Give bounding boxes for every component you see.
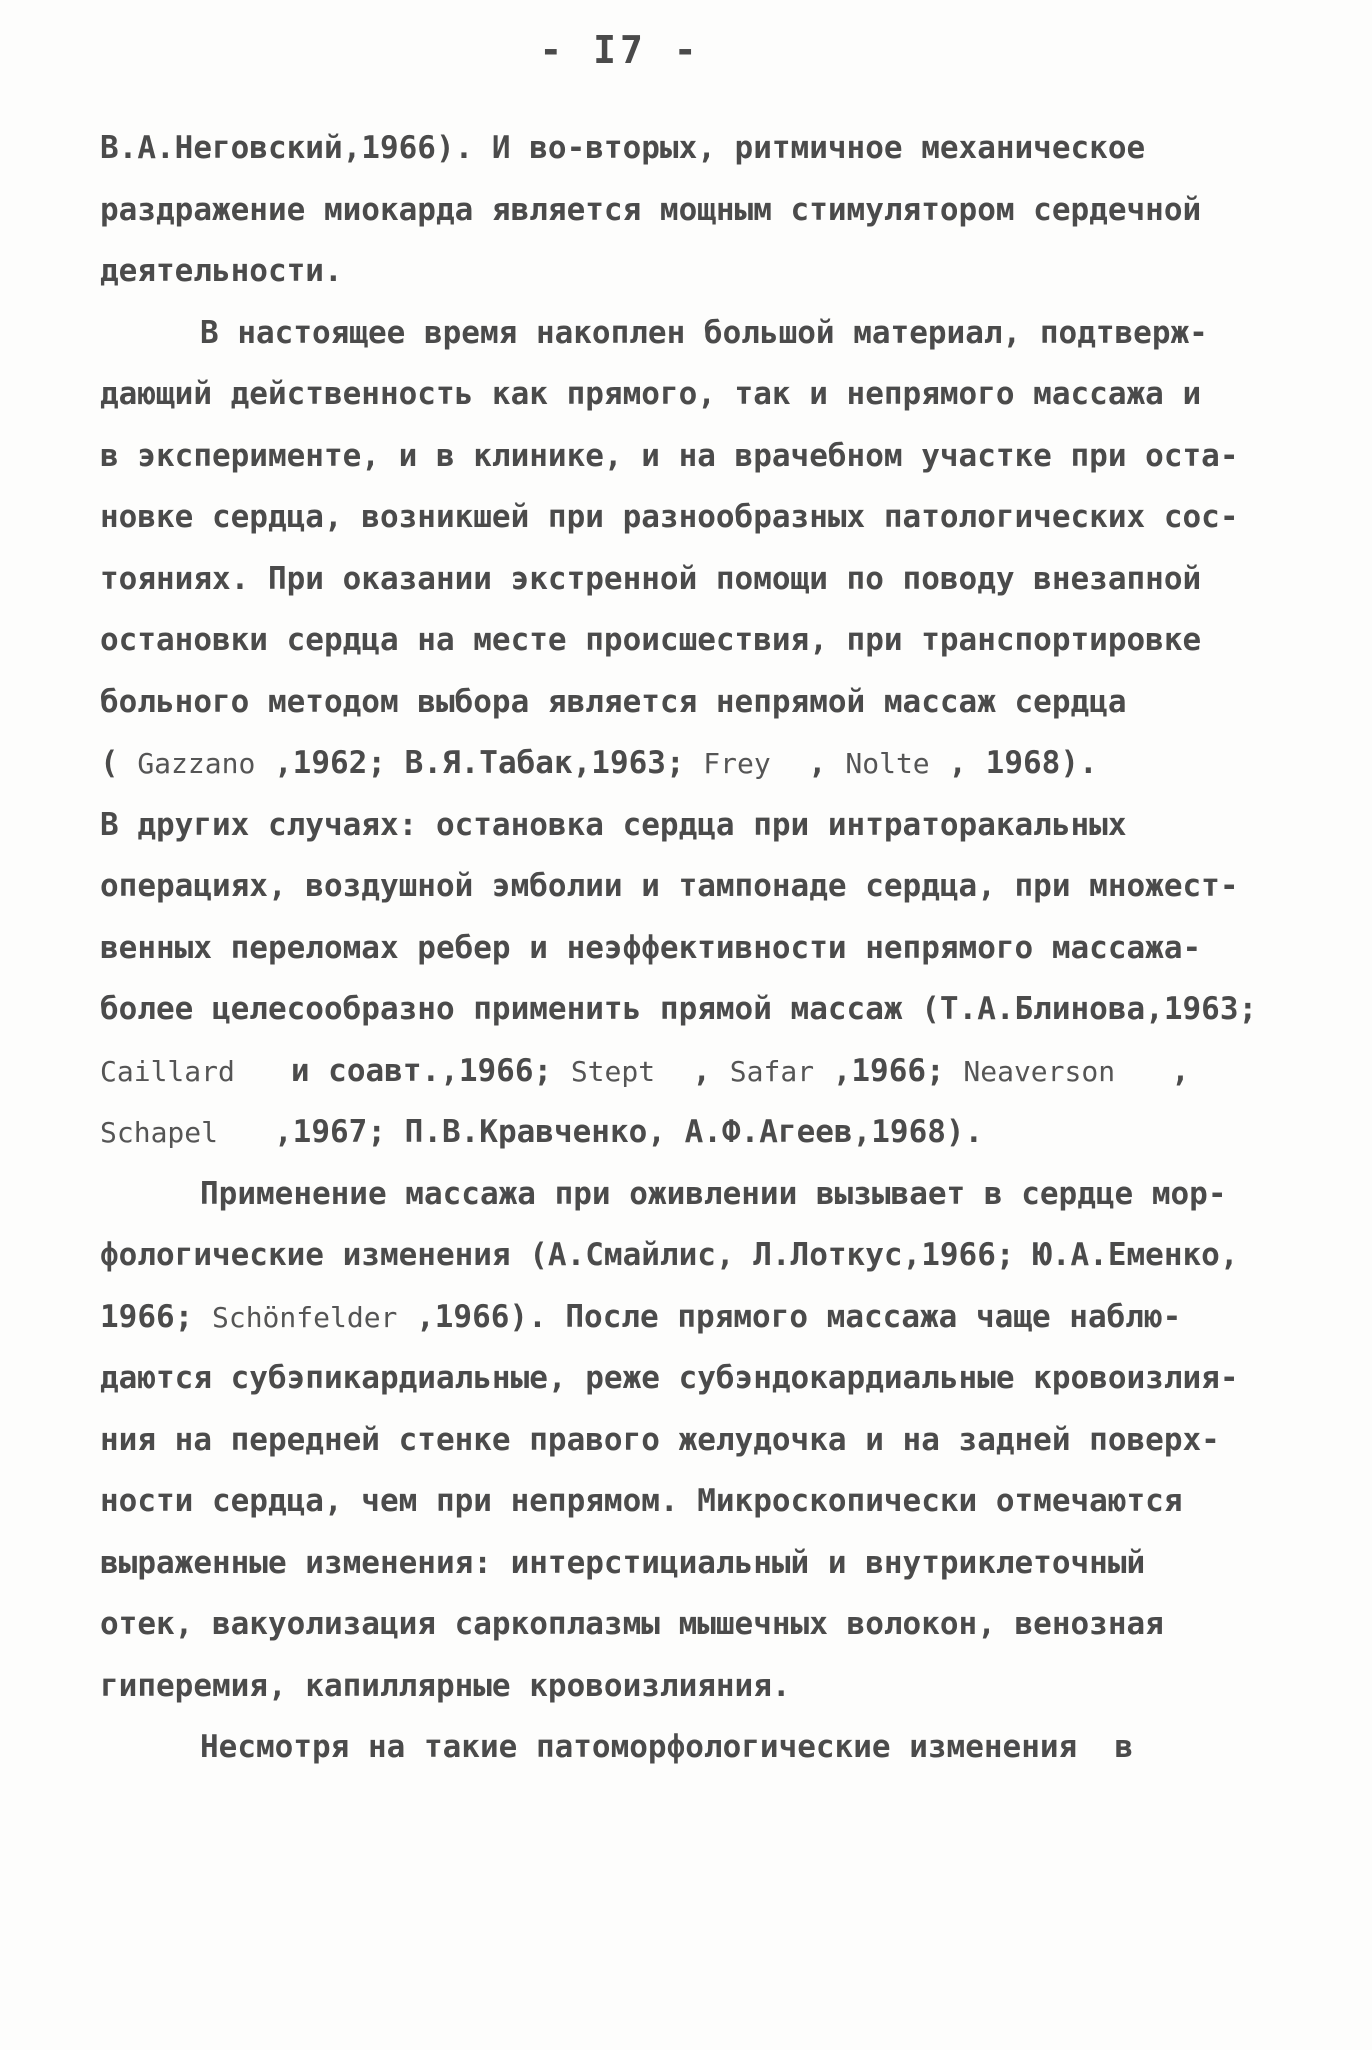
text-line <box>100 672 1260 734</box>
text-segment: тояниях. При оказании экстренной помощи по поводу внезапной <box>100 560 1202 597</box>
text-segment: , 1968). <box>929 745 1098 781</box>
latin-author-name: Neaverson <box>963 1054 1116 1088</box>
text-line <box>100 918 1260 980</box>
text-line <box>100 1287 1260 1349</box>
text-line <box>100 1533 1260 1595</box>
text-segment: В других случаях: остановка сердца при интраторакальных <box>100 806 1127 843</box>
text-segment: более целесообразно применить прямой массаж (Т.А.Блинова,1963; <box>100 991 1258 1027</box>
text-segment: остановки сердца на месте происшествия, при транспортировке <box>100 622 1202 658</box>
text-segment: больного методом выбора является непрямой массаж сердца <box>100 683 1127 720</box>
text-segment: даются субэпикардиальные, реже субэндокардиальные кровоизлия- <box>100 1360 1239 1396</box>
text-line <box>100 610 1260 672</box>
text-segment: ности сердца, чем при непрямом. Микроскопически отмечаются <box>100 1483 1183 1519</box>
text-line <box>100 1041 1260 1103</box>
text-line <box>100 856 1260 918</box>
text-segment: деятельности. <box>100 253 343 289</box>
text-line <box>100 733 1260 795</box>
latin-author-name: Schapel <box>100 1116 219 1149</box>
text-line <box>100 1594 1260 1656</box>
text-line <box>100 1164 1260 1226</box>
text-line <box>100 303 1260 365</box>
text-line <box>100 241 1260 303</box>
text-line <box>100 979 1260 1041</box>
text-segment: фологические изменения (А.Смайлис, Л.Лоткус,1966; Ю.А.Еменко, <box>100 1237 1239 1273</box>
text-line <box>100 1471 1260 1533</box>
text-line <box>100 1348 1260 1410</box>
text-segment: новке сердца, возникшей при разнообразных патологических сос- <box>100 499 1239 535</box>
text-segment: выраженные изменения: интерстициальный и внутриклеточный <box>100 1544 1146 1581</box>
text-segment: 1966; <box>100 1298 212 1335</box>
text-line <box>100 118 1260 180</box>
text-segment: раздражение миокарда является мощным стимулятором сердечной <box>100 191 1202 228</box>
text-line <box>100 1225 1260 1287</box>
text-segment: , <box>770 745 846 781</box>
text-segment: операциях, воздушной эмболии и тампонаде сердца, при множест- <box>100 868 1239 904</box>
text-segment: гиперемия, капиллярные кровоизлияния. <box>100 1667 791 1704</box>
text-line <box>100 1410 1260 1472</box>
latin-author-name: Nolte <box>845 747 930 780</box>
text-segment: , <box>1115 1052 1190 1089</box>
text-segment: В.А.Неговский,1966). И во-вторых, ритмичное механическое <box>100 130 1146 166</box>
text-segment: ,1966; <box>814 1052 964 1089</box>
text-segment: Несмотря на такие патоморфологические изменения в <box>200 1729 1134 1765</box>
text-segment: , <box>655 1052 730 1089</box>
text-segment: ( <box>100 745 138 781</box>
text-line <box>100 1656 1260 1718</box>
latin-author-name: Schönfelder <box>211 1300 398 1334</box>
text-segment: Применение массажа при оживлении вызывает в сердце мор- <box>200 1175 1227 1212</box>
latin-author-name: Gazzano <box>137 747 256 780</box>
text-line <box>100 1102 1260 1164</box>
text-segment: ,1962; В.Я.Табак,1963; <box>255 745 704 781</box>
text-segment: ния на передней стенке правого желудочка и на задней поверх- <box>100 1421 1220 1458</box>
page-number: - I7 - <box>539 28 701 72</box>
latin-author-name: Frey <box>703 747 771 780</box>
text-segment: дающий действенность как прямого, так и непрямого массажа и <box>100 376 1202 412</box>
text-segment: В настоящее время накоплен большой материал, подтверж- <box>200 314 1208 351</box>
latin-author-name: Safar <box>729 1054 815 1088</box>
text-segment: ,1967; П.В.Кравченко, А.Ф.Агеев,1968). <box>218 1114 984 1150</box>
text-segment: в эксперименте, и в клинике, и на врачебном участке при оста- <box>100 437 1239 474</box>
text-line <box>100 180 1260 242</box>
text-line <box>100 795 1260 857</box>
latin-author-name: Stept <box>570 1054 656 1088</box>
body-text <box>100 118 1260 1779</box>
text-line <box>100 364 1260 426</box>
text-line <box>100 487 1260 549</box>
latin-author-name: Caillard <box>100 1054 235 1088</box>
text-line <box>100 549 1260 611</box>
text-line <box>100 426 1260 488</box>
text-segment: венных переломах ребер и неэффективности непрямого массажа- <box>100 929 1202 966</box>
text-segment: и соавт.,1966; <box>234 1052 571 1089</box>
text-segment: ,1966). После прямого массажа чаще наблю- <box>397 1298 1182 1335</box>
text-segment: отек, вакуолизация саркоплазмы мышечных волокон, венозная <box>100 1606 1164 1642</box>
text-line <box>100 1717 1260 1779</box>
